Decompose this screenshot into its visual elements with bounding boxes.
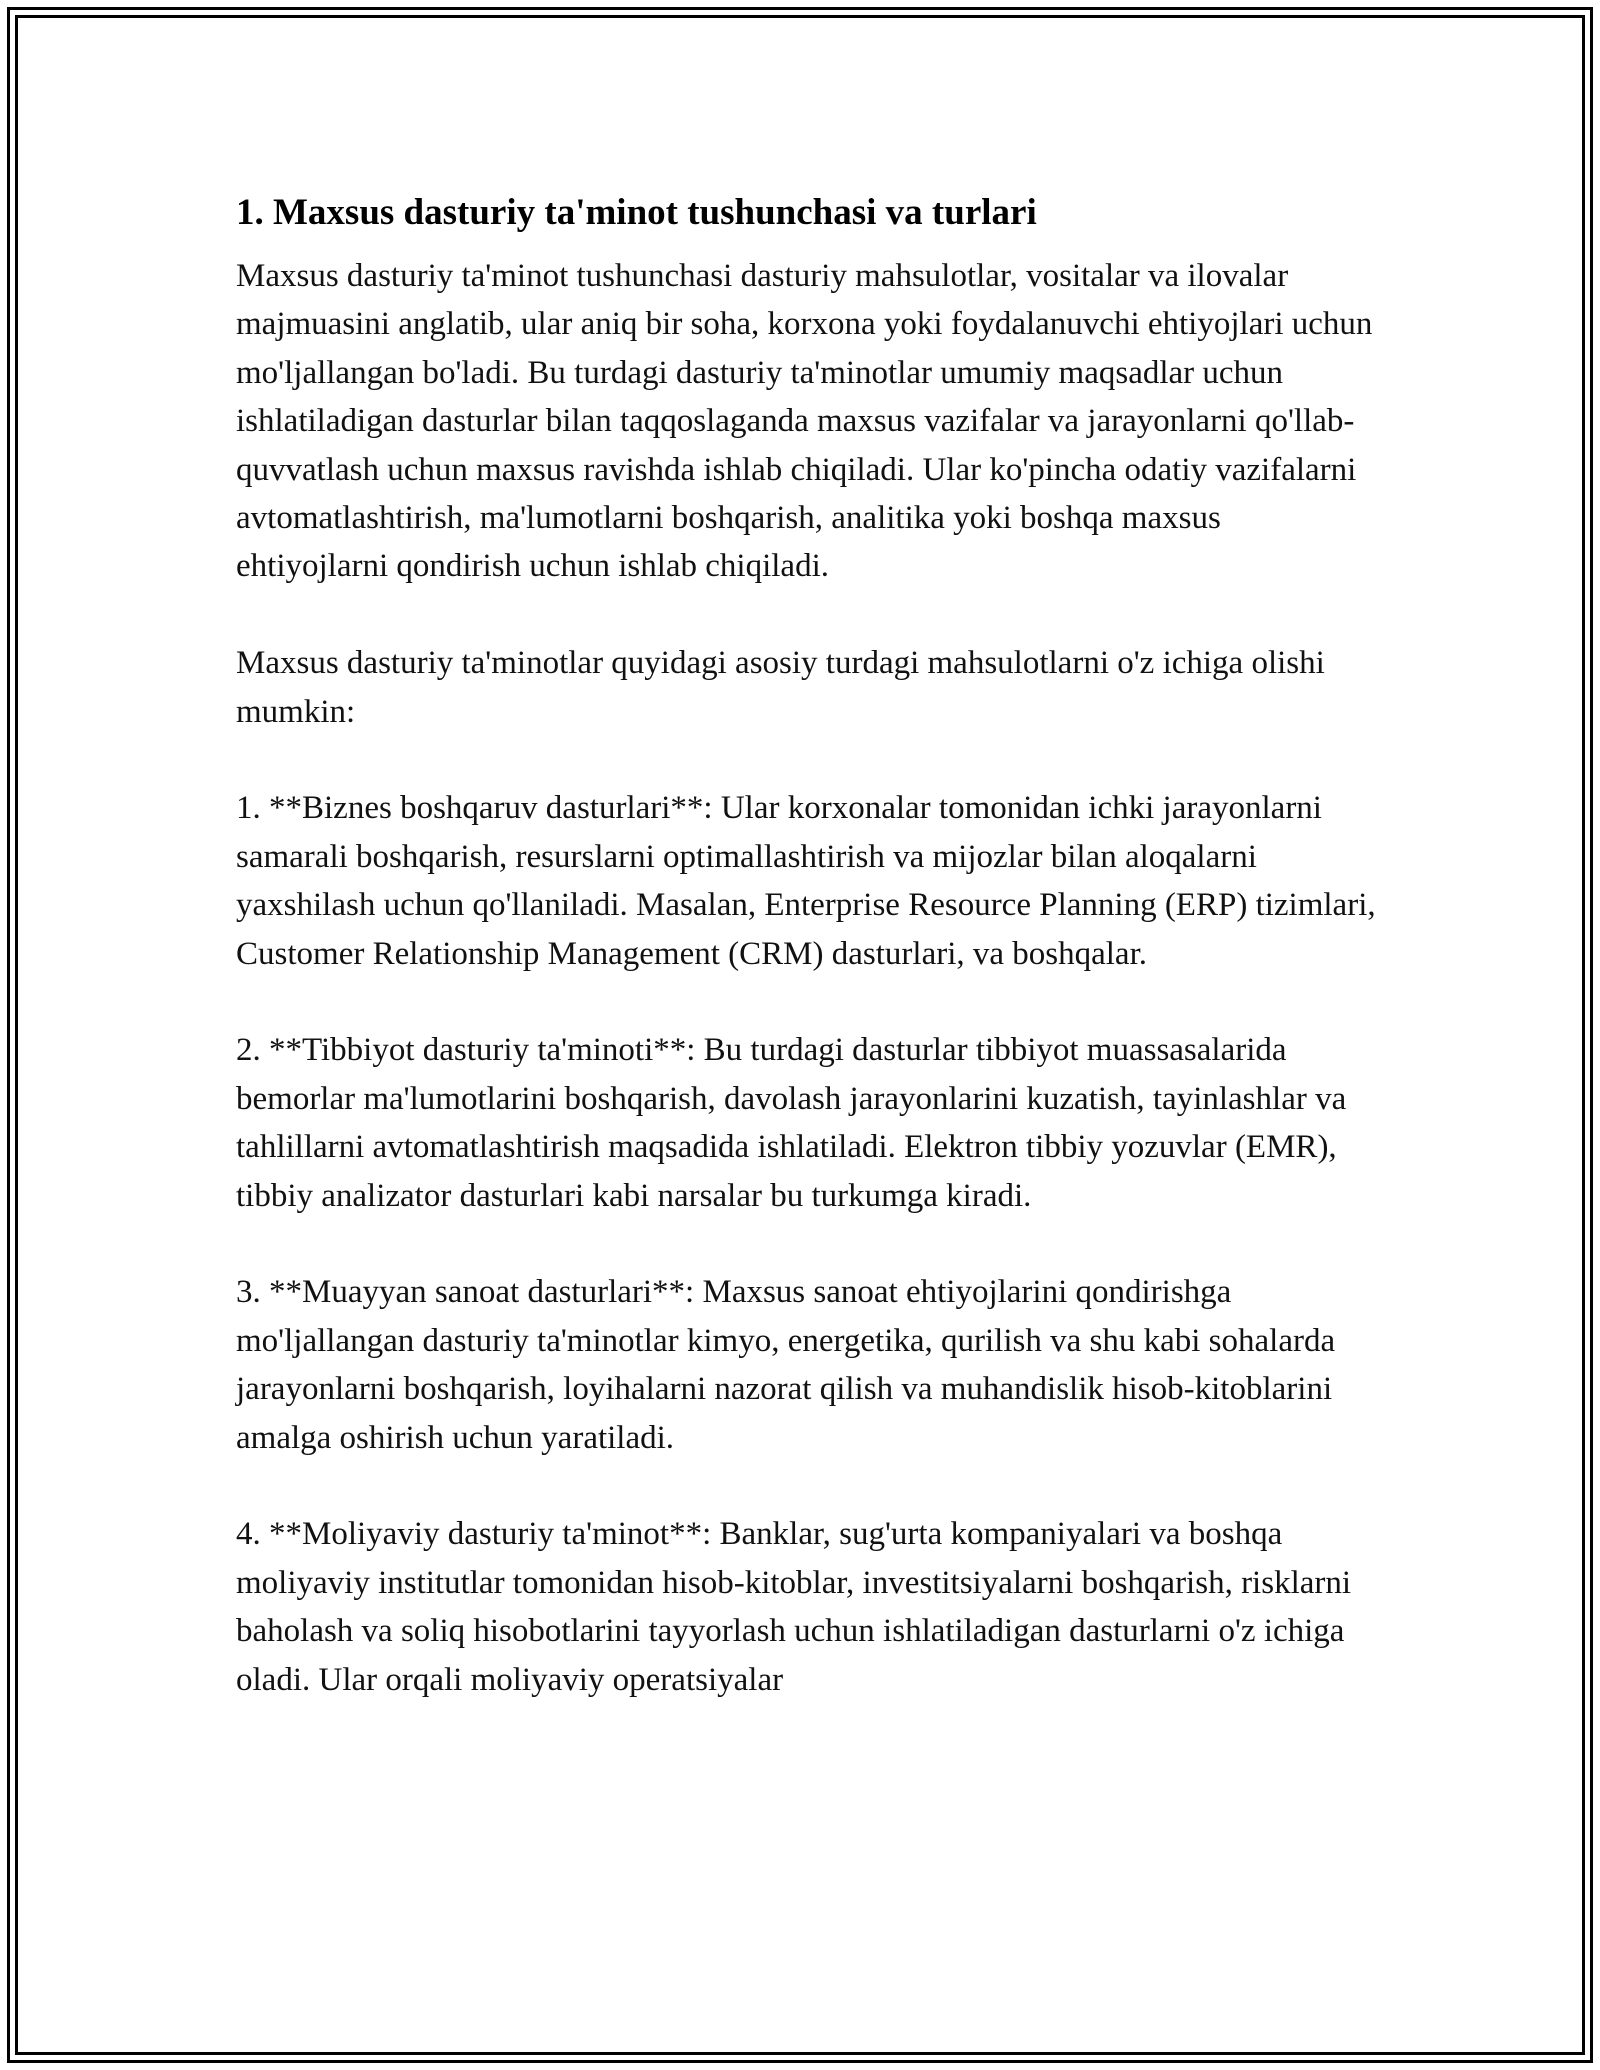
list-item-industry: 3. **Muayyan sanoat dasturlari**: Maxsus sanoat ehtiyojlarini qondirishga mo'ljallangan dasturiy ta'minotlar kimyo, energetika, qurilish va shu kabi sohalarda jarayonlarni boshqarish, loyihalarni nazorat qilish va muhandislik hisob-kitoblarini amalga oshirish uchun yaratiladi. xyxy=(236,1274,1336,1456)
section-heading: 1. Maxsus dasturiy ta'minot tushunchasi va turlari xyxy=(236,192,1037,233)
document-body xyxy=(236,186,1376,1753)
list-item-finance: 4. **Moliyaviy dasturiy ta'minot**: Banklar, sug'urta kompaniyalari va boshqa moliyaviy institutlar tomonidan hisob-kitoblar, investitsiyalarni boshqarish, risklarni baholash va soliq hisobotlarini tayyorlash uchun ishlatiladigan dasturlarni o'z ichiga oladi. Ular orqali moliyaviy operatsiyalar xyxy=(236,1516,1352,1698)
list-item-medical: 2. **Tibbiyot dasturiy ta'minoti**: Bu turdagi dasturlar tibbiyot muassasalarida bemorlar ma'lumotlarini boshqarish, davolash jarayonlarini kuzatish, tayinlashlar va tahlillarni avtomatlashtirish maqsadida ishlatiladi. Elektron tibbiy yozuvlar (EMR), tibbiy analizator dasturlari kabi narsalar bu turkumga kiradi. xyxy=(236,1032,1347,1214)
list-item-business: 1. **Biznes boshqaruv dasturlari**: Ular korxonalar tomonidan ichki jarayonlarni samarali boshqarish, resurslarni optimallashtirish va mijozlar bilan aloqalarni yaxshilash uchun qo'llaniladi. Masalan, Enterprise Resource Planning (ERP) tizimlari, Customer Relationship Management (CRM) dasturlari, va boshqalar. xyxy=(236,790,1376,972)
types-intro-paragraph: Maxsus dasturiy ta'minotlar quyidagi asosiy turdagi mahsulotlarni o'z ichiga olishi mumkin: xyxy=(236,645,1325,730)
intro-paragraph: Maxsus dasturiy ta'minot tushunchasi dasturiy mahsulotlar, vositalar va ilovalar majmuasini anglatib, ular aniq bir soha, korxona yoki foydalanuvchi ehtiyojlari uchun mo'ljallangan bo'ladi. Bu turdagi dasturiy ta'minotlar umumiy maqsadlar uchun ishlatiladigan dasturlar bilan taqqoslaganda maxsus vazifalar va jarayonlarni qo'llab-quvvatlash uchun maxsus ravishda ishlab chiqiladi. Ular ko'pincha odatiy vazifalarni avtomatlashtirish, ma'lumotlarni boshqarish, analitika yoki boshqa maxsus ehtiyojlarni qondirish uchun ishlab chiqiladi. xyxy=(236,258,1373,585)
